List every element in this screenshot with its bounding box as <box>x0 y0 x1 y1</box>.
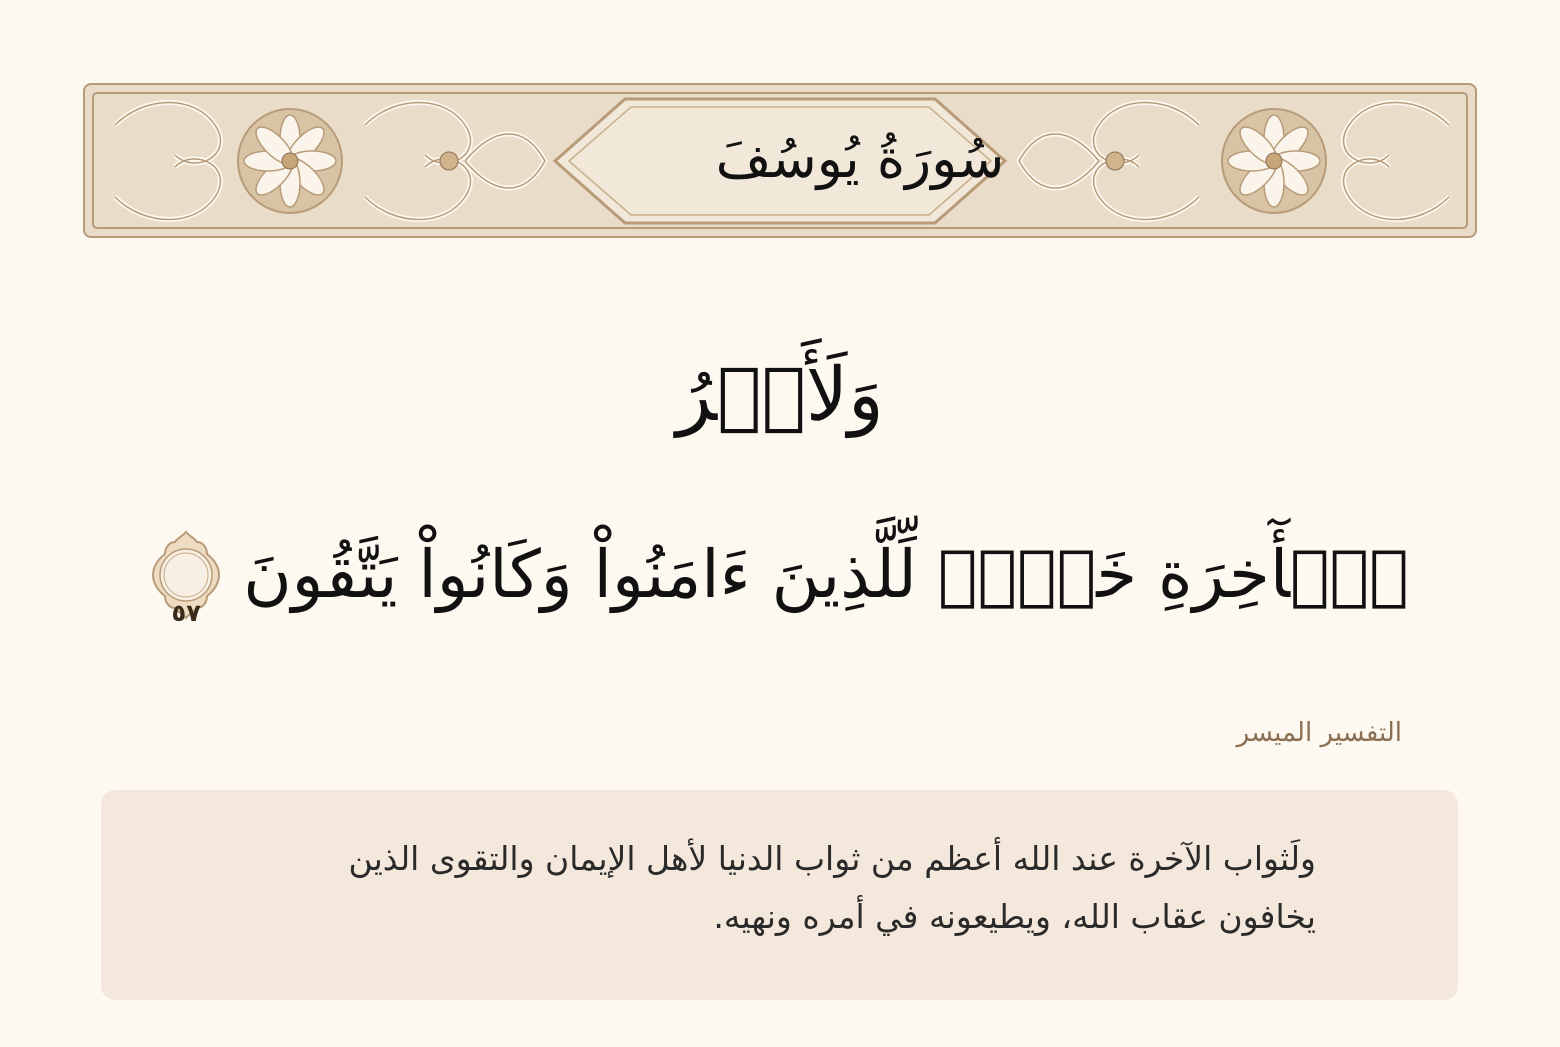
tafsir-box <box>101 790 1458 1000</box>
surah-banner <box>83 83 1477 238</box>
verse-line-2: ٱلۡأٓخِرَةِ خَيۡرٞ لِّلَّذِينَ ءَامَنُواْ وَكَانُواْ يَتَّقُونَ <box>243 536 1409 613</box>
tafsir-text: ولَثواب الآخرة عند الله أعظم من ثواب الدنيا لأهل الإيمان والتقوى الذين يخافون عقاب الله، ويطيعونه في أمره ونهيه. <box>348 839 1316 936</box>
tafsir-label: التفسير الميسر <box>1236 718 1402 748</box>
ayah-number-marker <box>151 530 221 627</box>
verse-line-2-container <box>0 520 1560 630</box>
surah-title: سُورَةُ يُوسُفَ <box>715 126 1005 190</box>
ayah-number: ٥٧ <box>171 599 201 627</box>
verse-line-1: وَلَأَجۡرُ <box>676 352 884 438</box>
